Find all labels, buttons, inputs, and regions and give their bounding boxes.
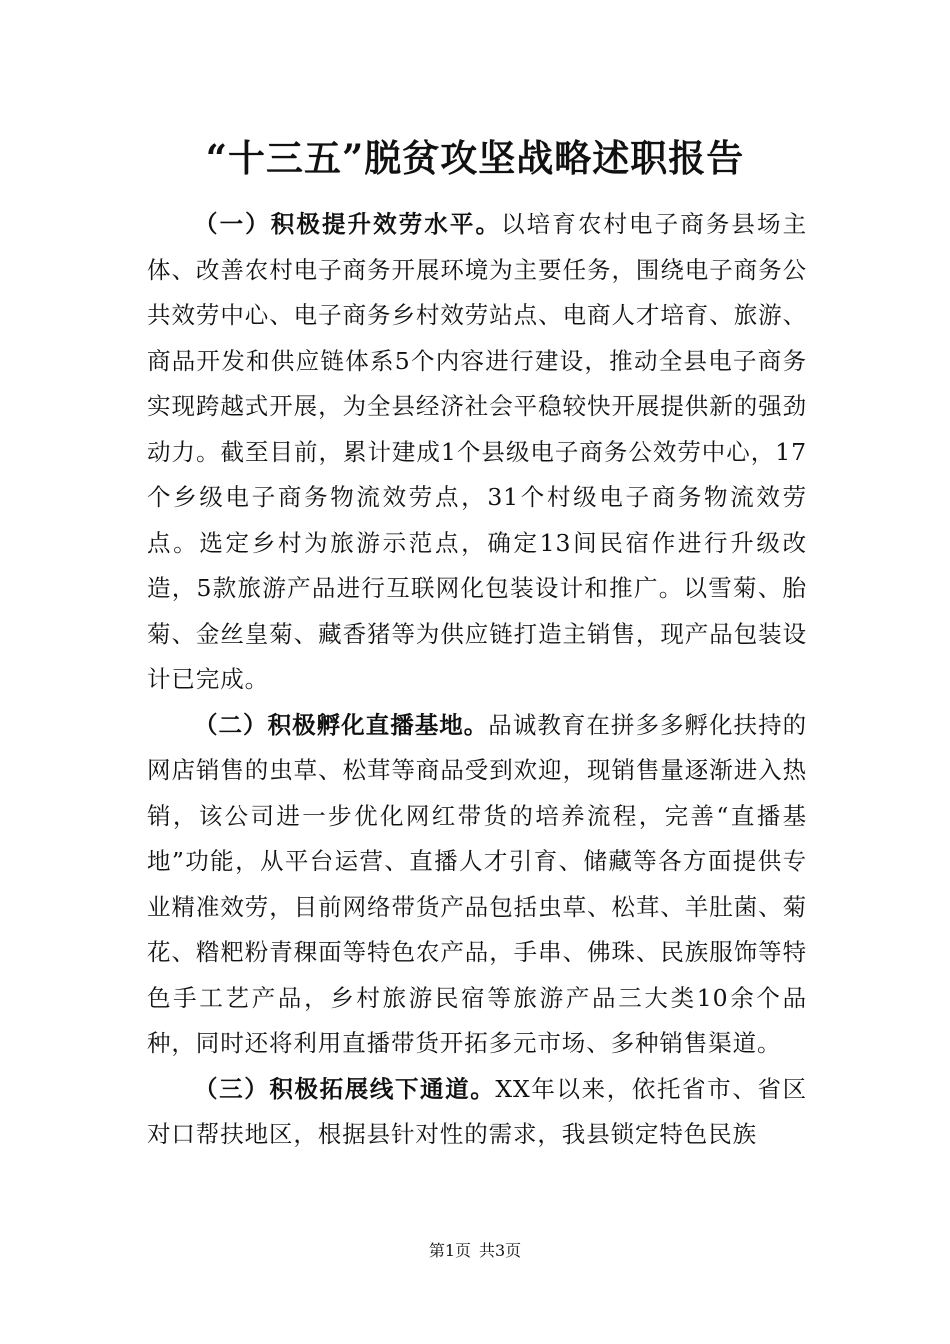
- paragraph-2: [147, 703, 807, 1067]
- paragraph-text: XX年以来，依托省市、省区对口帮扶地区，根据县针对性的需求，我县锁定特色民族: [147, 1074, 807, 1148]
- paragraph-1: [147, 202, 807, 703]
- paragraph-text: 品诚教育在拼多多孵化扶持的网店销售的虫草、松茸等商品受到欢迎，现销售量逐渐进入热销，该公司进一步优化网红带货的培养流程，完善“直播基地”功能，从平台运营、直播人才引育、储藏等各方面提供专业精准效劳，目前网络带货产品包括虫草、松茸、羊肚菌、菊花、糌粑粉青稞面等特色农产品，手串、佛珠、民族服饰等特色手工艺产品，乡村旅游民宿等旅游产品三大类10余个品种，同时还将利用直播带货开拓多元市场、多种销售渠道。: [147, 710, 807, 1057]
- page-total: 共3页: [479, 1241, 522, 1260]
- paragraph-heading: （三）积极拓展线下通道。: [194, 1074, 496, 1103]
- paragraph-heading: （二）积极孵化直播基地。: [194, 710, 489, 739]
- document-body: [147, 202, 807, 1158]
- paragraph-3: [147, 1067, 807, 1158]
- document-title: “十三五”脱贫攻坚战略述职报告: [205, 136, 745, 180]
- page-footer: [0, 1240, 950, 1262]
- paragraph-text: 以培育农村电子商务县场主体、改善农村电子商务开展环境为主要任务，围绕电子商务公共效劳中心、电子商务乡村效劳站点、电商人才培育、旅游、商品开发和供应链体系5个内容进行建设，推动全县电子商务实现跨越式开展，为全县经济社会平稳较快开展提供新的强劲动力。截至目前，累计建成1个县级电子商务公效劳中心，17个乡级电子商务物流效劳点，31个村级电子商务物流效劳点。选定乡村为旅游示范点，确定13间民宿作进行升级改造，5款旅游产品进行互联网化包装设计和推广。以雪菊、胎菊、金丝皇菊、藏香猪等为供应链打造主销售，现产品包装设计已完成。: [147, 210, 807, 693]
- page-number: 第1页: [428, 1241, 471, 1260]
- paragraph-heading: （一）积极提升效劳水平。: [194, 210, 502, 238]
